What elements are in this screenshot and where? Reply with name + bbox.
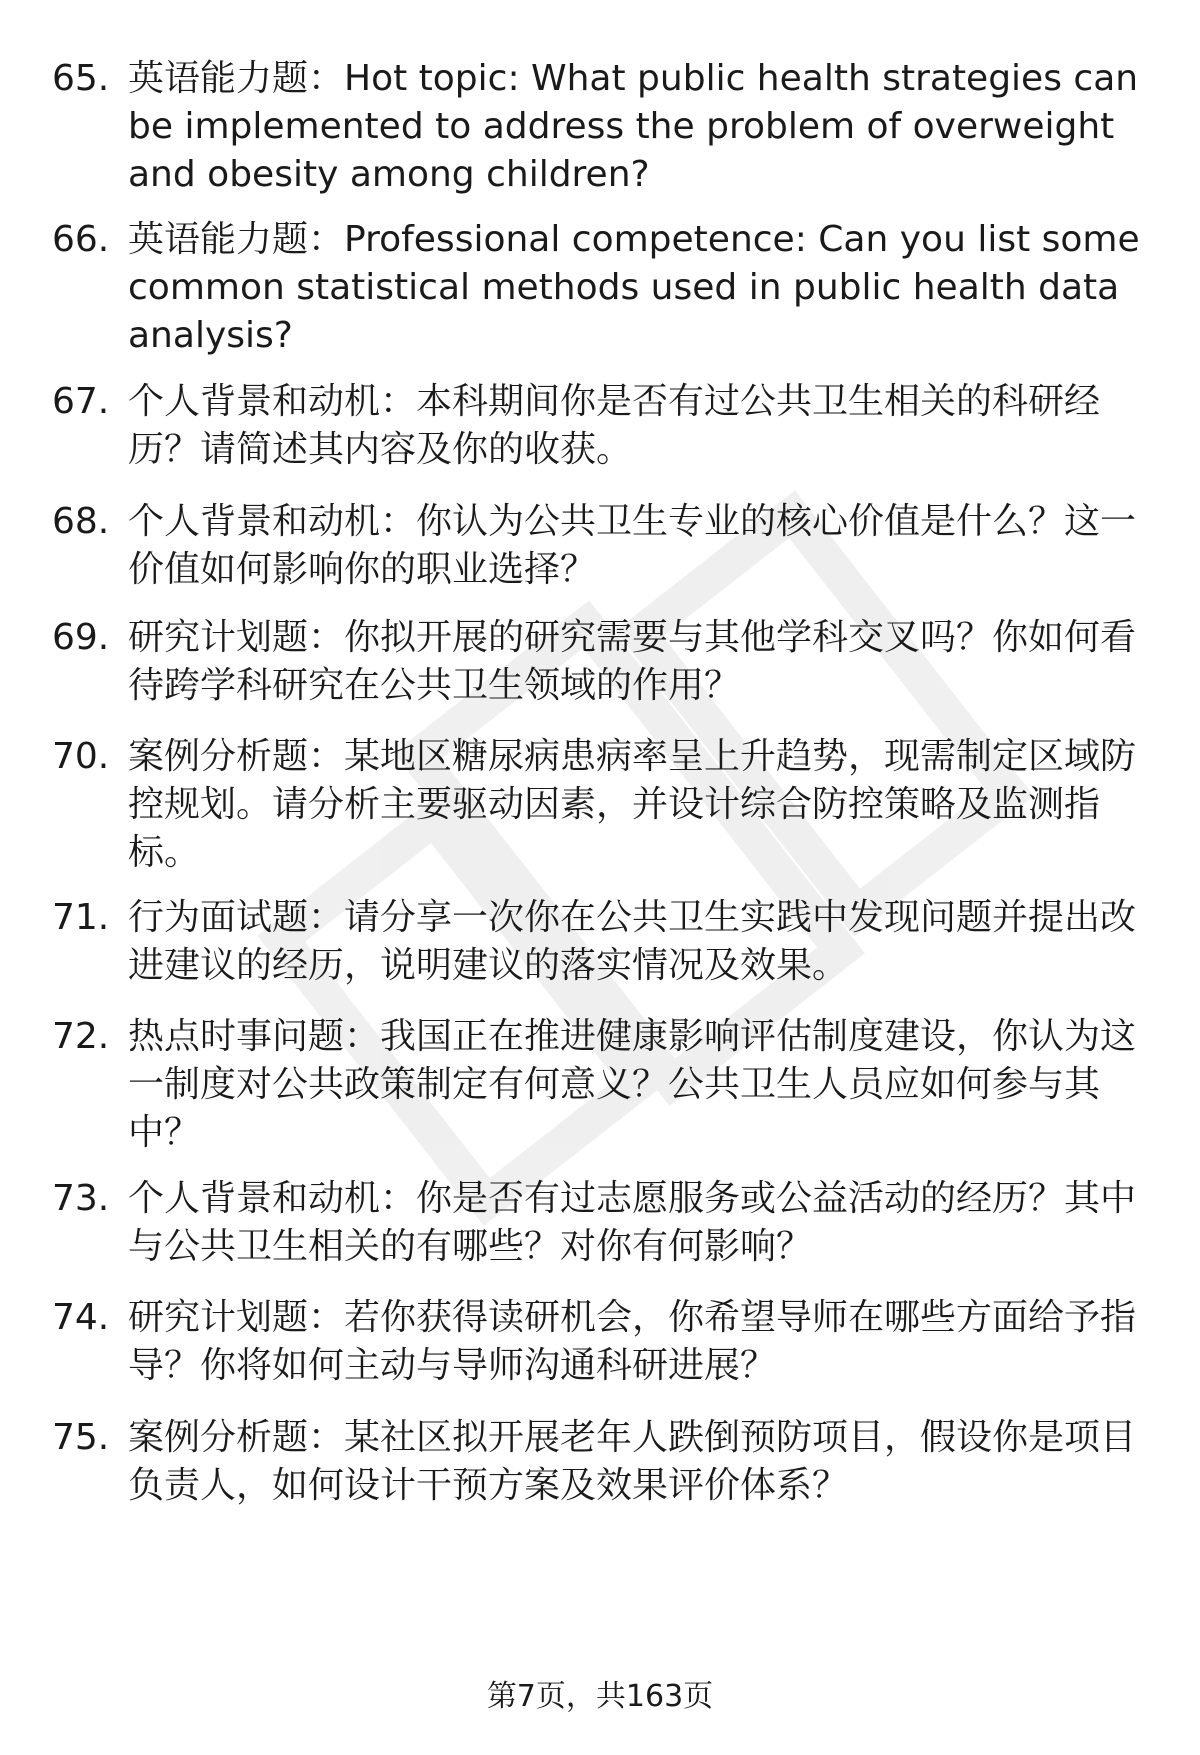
question-text: 行为面试题：请分享一次你在公共卫生实践中发现问题并提出改进建议的经历，说明建议的落实情况及效果。 xyxy=(128,897,1137,986)
question-number: 69. xyxy=(52,617,110,658)
question-number: 68. xyxy=(52,501,110,542)
question-text: 个人背景和动机：本科期间你是否有过公共卫生相关的科研经历？请简述其内容及你的收获。 xyxy=(128,381,1101,470)
question-number: 72. xyxy=(52,1016,110,1057)
question-item xyxy=(52,733,1162,877)
question-item xyxy=(52,55,1162,199)
question-number: 75. xyxy=(52,1417,110,1458)
question-item xyxy=(52,378,1162,474)
question-text: 研究计划题：若你获得读研机会，你希望导师在哪些方面给予指导？你将如何主动与导师沟通科研进展？ xyxy=(128,1297,1137,1386)
question-number: 70. xyxy=(52,736,110,777)
question-number: 67. xyxy=(52,381,110,422)
question-number: 74. xyxy=(52,1297,110,1338)
question-item xyxy=(52,1414,1162,1510)
question-item xyxy=(52,216,1162,360)
question-item xyxy=(52,1175,1162,1271)
question-text: 案例分析题：某社区拟开展老年人跌倒预防项目，假设你是项目负责人，如何设计干预方案及效果评价体系？ xyxy=(128,1417,1137,1506)
question-text: 个人背景和动机：你认为公共卫生专业的核心价值是什么？这一价值如何影响你的职业选择？ xyxy=(128,501,1137,590)
question-item xyxy=(52,614,1162,710)
question-number: 65. xyxy=(52,58,110,99)
question-number: 73. xyxy=(52,1178,110,1219)
question-text: 热点时事问题：我国正在推进健康影响评估制度建设，你认为这一制度对公共政策制定有何意义？公共卫生人员应如何参与其中？ xyxy=(128,1016,1137,1153)
question-item xyxy=(52,1013,1162,1157)
question-item xyxy=(52,498,1162,594)
question-number: 71. xyxy=(52,897,110,938)
question-item xyxy=(52,1294,1162,1390)
page-footer: 第7页，共163页 xyxy=(486,1679,714,1714)
question-text: 英语能力题：Professional competence: Can you list some common statistical methods used in public health data analysis? xyxy=(128,219,1140,356)
question-number: 66. xyxy=(52,219,110,260)
question-item xyxy=(52,894,1162,990)
question-text: 案例分析题：某地区糖尿病患病率呈上升趋势，现需制定区域防控规划。请分析主要驱动因素，并设计综合防控策略及监测指标。 xyxy=(128,736,1137,873)
question-text: 个人背景和动机：你是否有过志愿服务或公益活动的经历？其中与公共卫生相关的有哪些？对你有何影响？ xyxy=(128,1178,1137,1267)
question-text: 英语能力题：Hot topic: What public health strategies can be implemented to address the problem of overweight and obesity among children? xyxy=(128,58,1139,195)
question-text: 研究计划题：你拟开展的研究需要与其他学科交叉吗？你如何看待跨学科研究在公共卫生领域的作用？ xyxy=(128,617,1137,706)
